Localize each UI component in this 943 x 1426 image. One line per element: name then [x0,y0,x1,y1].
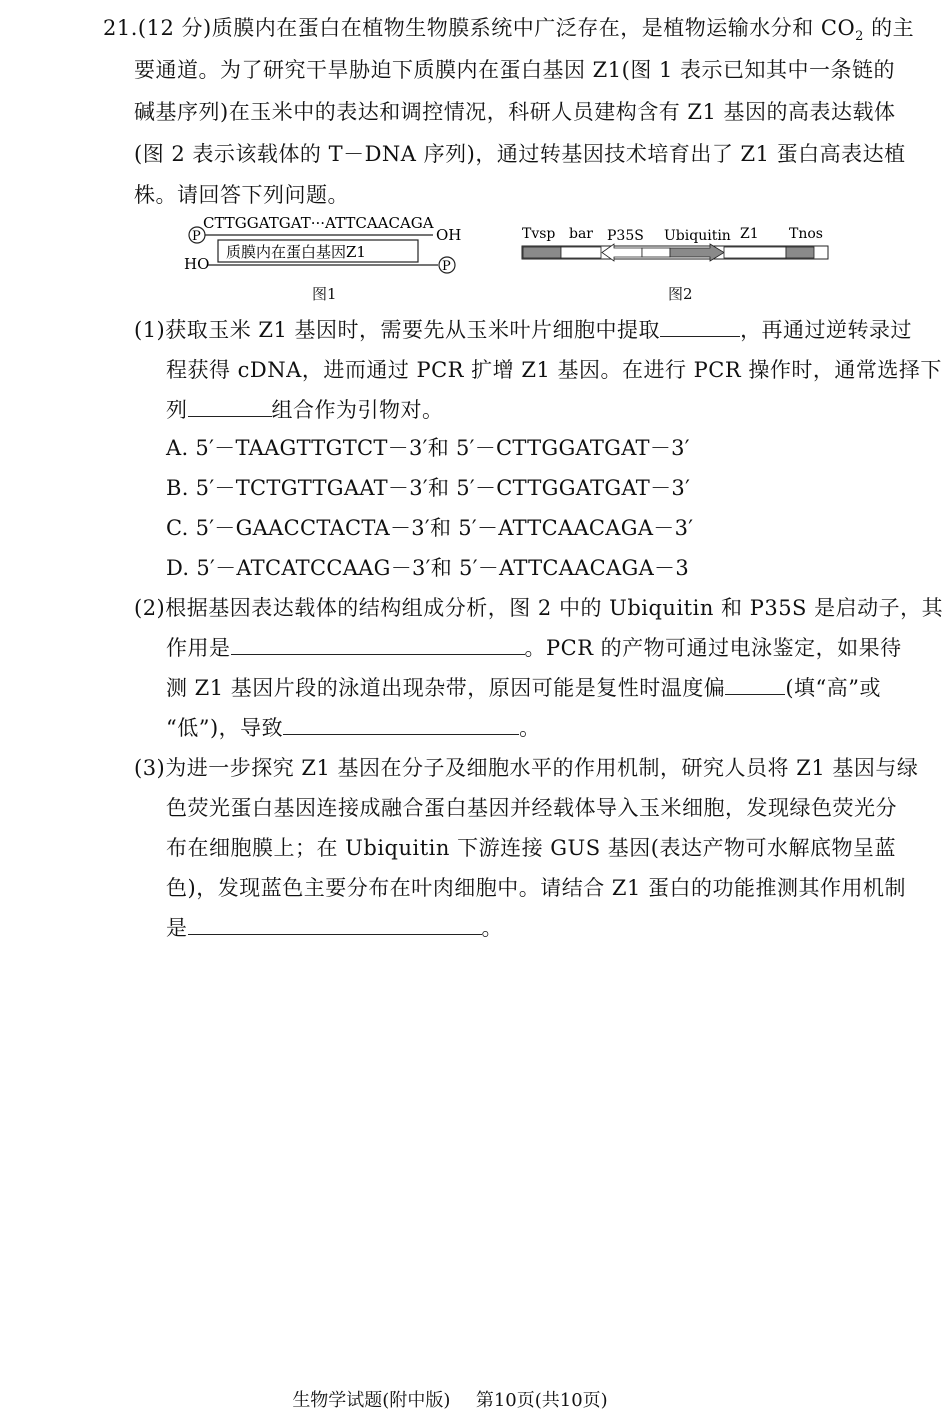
oh-label: OH [436,226,462,244]
label-tvsp: Tvsp [522,226,556,242]
answer-blank-5[interactable] [283,714,519,735]
question-stem-line-1: 21.(12 分)质膜内在蛋白在植物生物膜系统中广泛存在，是植物运输水分和 $CO_2$ 的主 [103,16,915,45]
page-footer [0,1386,900,1412]
label-bar: bar [569,226,594,242]
part-3-line-4: 色)，发现蓝色主要分布在叶肉细胞中。请结合 Z1 蛋白的功能推测其作用机制 [166,876,906,900]
part-1-line-3: 列 组合作为引物对。 [166,398,444,422]
phosphate-label-right: P [442,259,451,274]
option-d: D. 5′－ATCATCCAAG－3′和 5′－ATTCAACAGA－3 [166,556,690,580]
spacer-segment [642,248,670,257]
figure-2-tdna-diagram [514,222,834,266]
question-stem-line-3: 碱基序列)在玉米中的表达和调控情况，科研人员建构含有 Z1 基因的高表达载体 [134,100,896,124]
tvsp-segment [523,247,561,258]
part-2-line-2: 作用是 。PCR 的产物可通过电泳鉴定，如果待 [166,636,902,660]
figure-1-top-sequence: CTTGGATGAT···ATTCAACAGA [203,214,434,232]
phosphate-label-left: P [192,229,201,244]
answer-blank-3[interactable] [231,634,525,655]
option-b: B. 5′－TCTGTTGAAT－3′和 5′－CTTGGATGAT－3′ [166,476,691,500]
z1-segment [724,247,786,258]
figure-1-caption: 图1 [312,285,337,303]
label-tnos: Tnos [789,226,823,242]
answer-blank-4[interactable] [725,674,785,695]
part-1-line-2: 程获得 cDNA，进而通过 PCR 扩增 Z1 基因。在进行 PCR 操作时，通常选择下 [166,358,942,382]
option-a: A. 5′－TAAGTTGTCT－3′和 5′－CTTGGATGAT－3′ [166,436,690,460]
figure-2-caption: 图2 [668,285,693,303]
answer-blank-2[interactable] [188,396,272,417]
part-2-line-3: 测 Z1 基因片段的泳道出现杂带，原因可能是复性时温度偏 (填“高”或 [166,676,881,700]
part-2-line-1: (2)根据基因表达载体的结构组成分析，图 2 中的 Ubiquitin 和 P35S 是启动子，其 [134,596,943,620]
label-p35s: P35S [607,228,644,244]
part-3-line-3: 布在细胞膜上；在 Ubiquitin 下游连接 GUS 基因(表达产物可水解底物呈蓝 [166,836,896,860]
ho-label: HO [184,255,210,273]
question-stem-line-5: 株。请回答下列问题。 [134,183,349,207]
part-2-line-4: “低”)，导致 。 [166,716,541,740]
question-stem-line-2: 要通道。为了研究干旱胁迫下质膜内在蛋白基因 Z1(图 1 表示已知其中一条链的 [134,58,896,82]
answer-blank-6[interactable] [188,914,482,935]
part-3-line-2: 色荧光蛋白基因连接成融合蛋白基因并经载体导入玉米细胞，发现绿色荧光分 [166,796,897,820]
question-points: (12 分) [137,16,212,40]
label-ubiquitin: Ubiquitin [664,228,731,244]
option-c: C. 5′－GAACCTACTA－3′和 5′－ATTCAACAGA－3′ [166,516,694,540]
part-3-line-1: (3)为进一步探究 Z1 基因在分子及细胞水平的作用机制，研究人员将 Z1 基因与绿 [134,756,919,780]
tnos-segment [786,247,814,258]
bar-segment [561,247,601,258]
part-3-line-5: 是 。 [166,916,503,940]
part-1-line-1: (1)获取玉米 Z1 基因时，需要先从玉米叶片细胞中提取 ，再通过逆转录过 [134,318,913,342]
footer-page-number: 第10页(共10页) [475,1390,608,1411]
figure-1-gene-diagram [180,212,470,276]
gene-label: 质膜内在蛋白基因Z1 [226,243,366,261]
answer-blank-1[interactable] [660,316,740,337]
footer-subject: 生物学试题(附中版) [292,1390,451,1411]
question-stem-line-4: (图 2 表示该载体的 T－DNA 序列)，通过转基因技术培育出了 Z1 蛋白高表达植 [134,142,906,166]
label-z1: Z1 [740,226,759,242]
question-number: 21. [103,16,138,40]
